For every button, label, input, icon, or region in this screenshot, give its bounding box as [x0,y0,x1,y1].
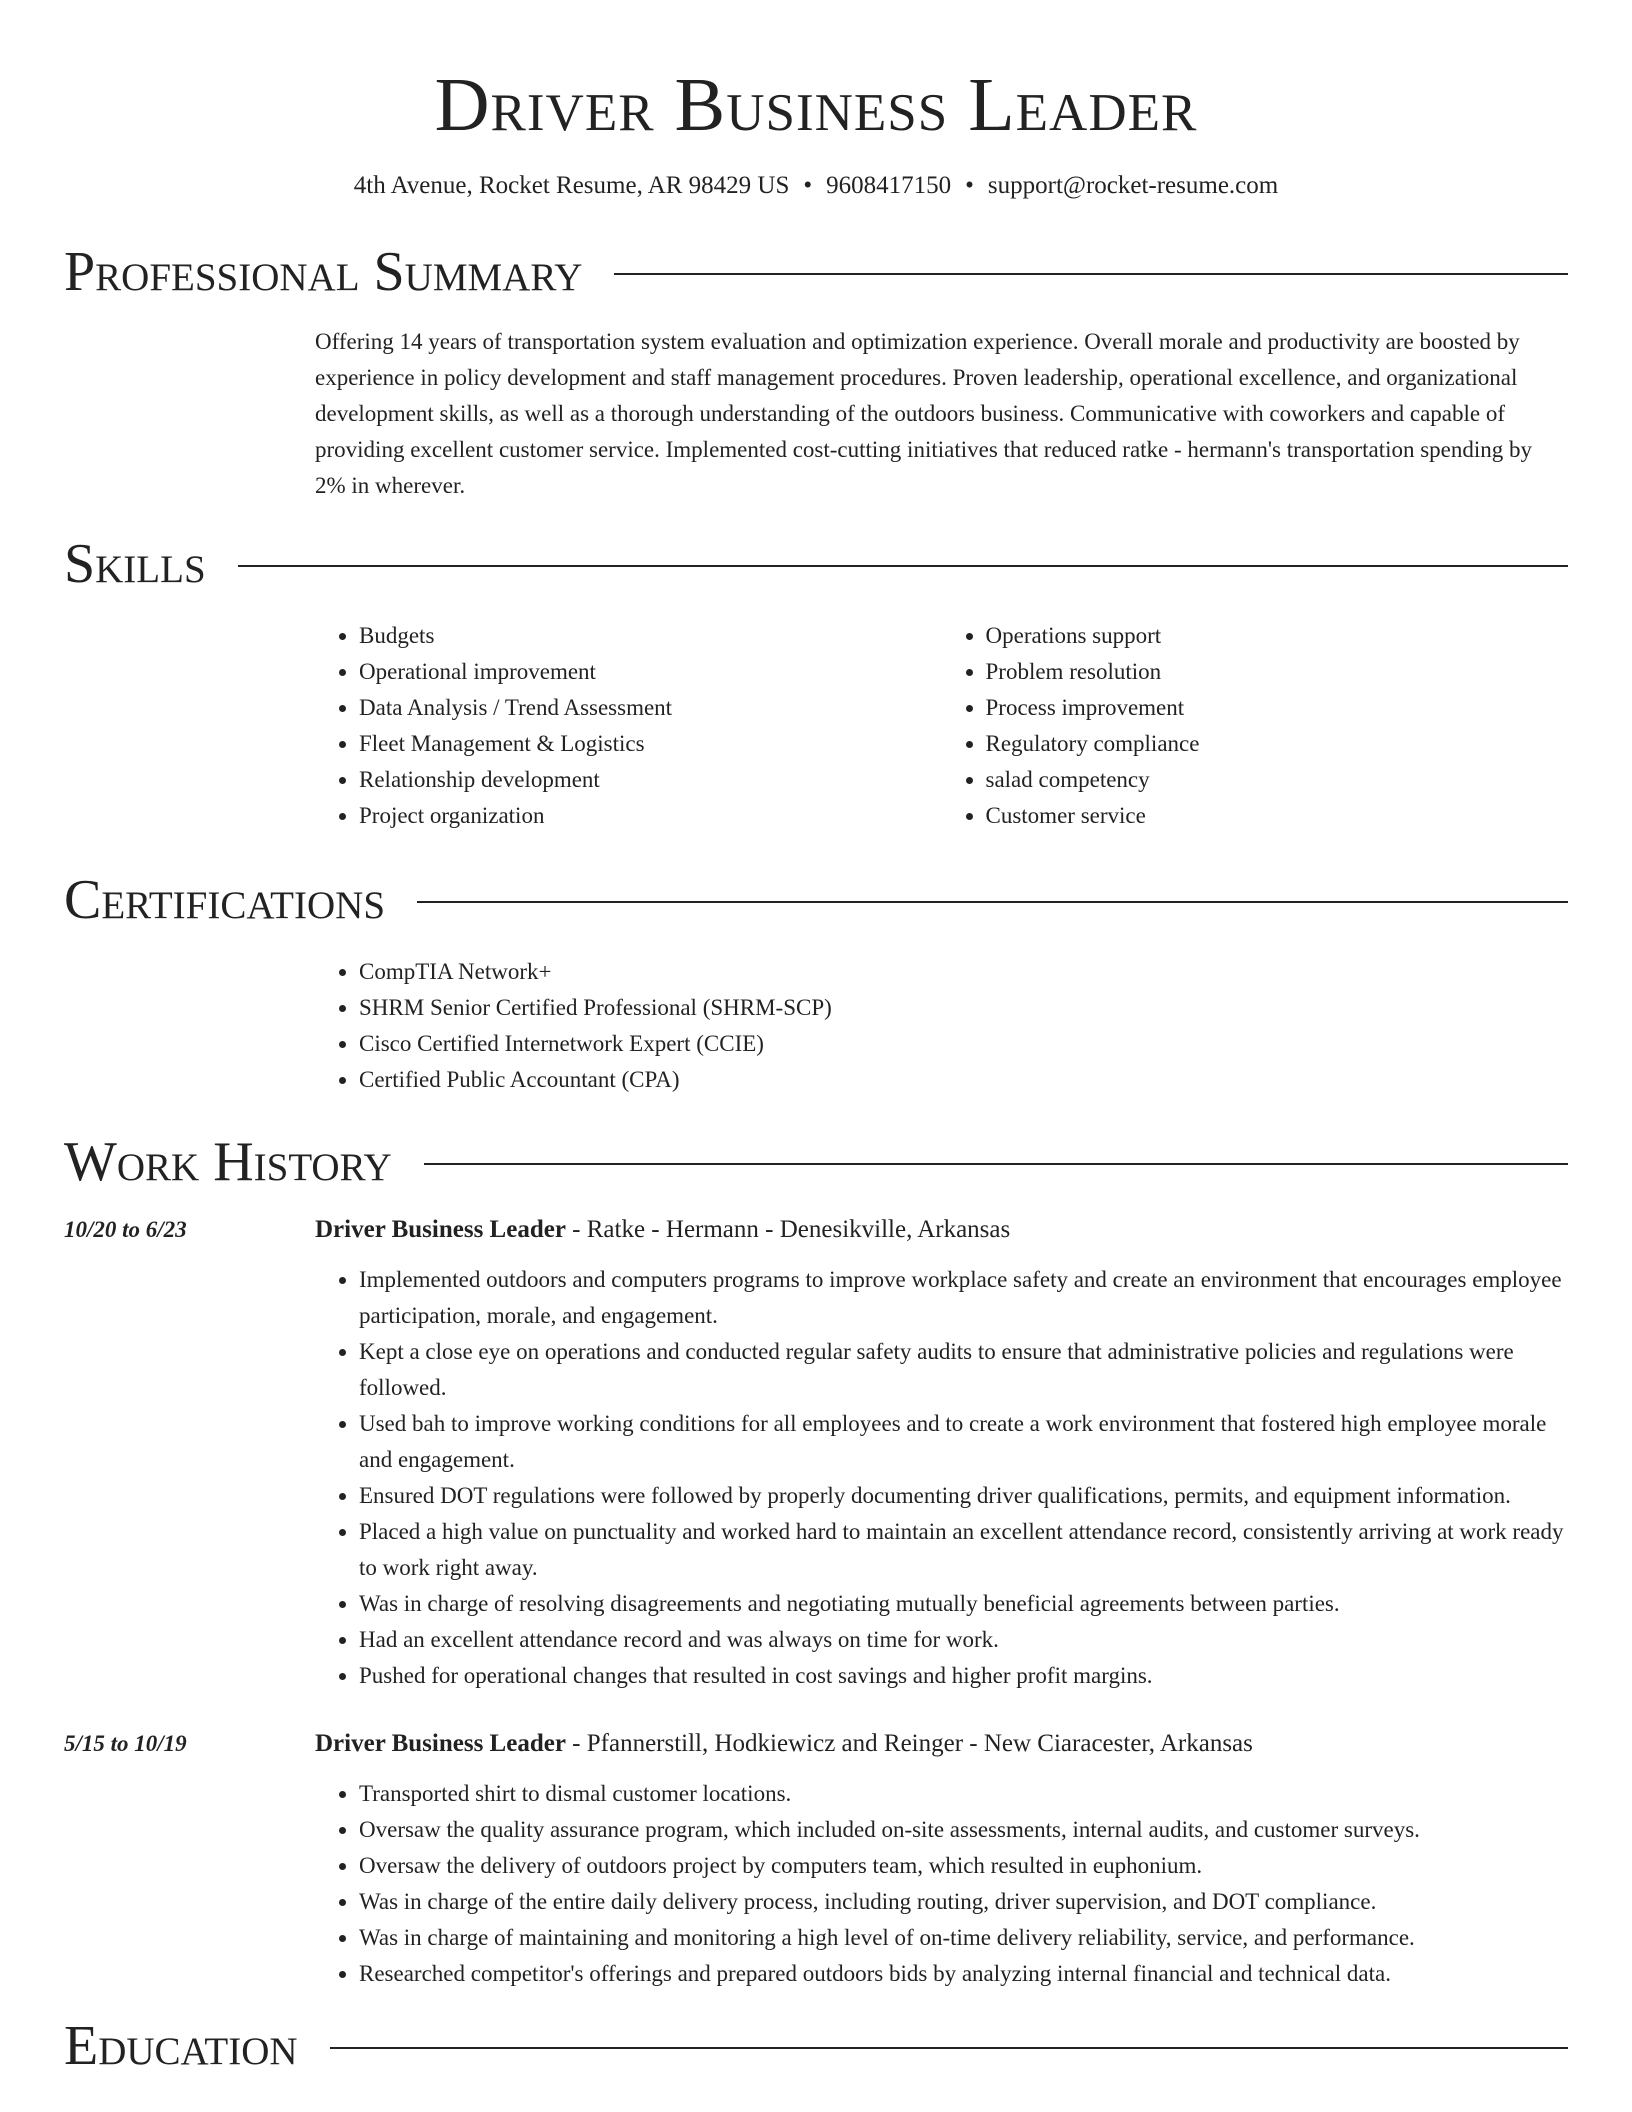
job-details [315,1726,1568,1992]
job-bullet: • Was in charge of maintaining and monitoring a high level of on-time delivery reliability, service, and performance. [359,1920,1568,1956]
skill-item: • Operations support [986,618,1569,654]
certifications-header [64,870,1568,930]
job-title-line [315,1726,1568,1762]
job-bullet: • Kept a close eye on operations and conducted regular safety audits to ensure that administrative policies and regulations were followed. [359,1334,1568,1406]
job-entry [64,1212,1568,1694]
contact-separator: • [965,172,974,199]
skills-title: Skills [64,533,206,595]
job-bullet: • Oversaw the delivery of outdoors project by computers team, which resulted in euphonium. [359,1848,1568,1884]
job-title-line [315,1212,1568,1248]
work-history-header [64,1132,1568,1192]
skill-item: • Problem resolution [986,654,1569,690]
skills-header [64,534,1568,594]
job-bullet: • Was in charge of the entire daily delivery process, including routing, driver supervision, and DOT compliance. [359,1884,1568,1920]
education-title: Education [64,2015,298,2077]
skill-item: • Budgets [359,618,942,654]
skill-item: • Relationship development [359,762,942,798]
certifications-title: Certifications [64,869,386,931]
section-divider [238,565,1568,567]
contact-phone: 9608417150 [826,172,952,199]
job-bullet: • Was in charge of resolving disagreements and negotiating mutually beneficial agreements between parties. [359,1586,1568,1622]
section-divider [417,901,1568,903]
skill-item: • Operational improvement [359,654,942,690]
summary-header [64,242,1568,302]
summary-text: Offering 14 years of transportation system evaluation and optimization experience. Overall morale and productivity are boosted by experience in policy development and staff management procedures. Proven leadership, operational excellence, and organizational development skills, as well as a thorough understanding of the outdoors business. Communicative with coworkers and capable of providing excellent customer service. Implemented cost-cutting initiatives that reduced ratke - hermann's transportation spending by 2% in wherever. [315,329,1533,498]
certifications-bullets [315,954,1568,1098]
section-divider [424,1163,1568,1165]
certification-item: • CompTIA Network+ [359,954,1568,990]
skill-item: • Fleet Management & Logistics [359,726,942,762]
skill-item: • Customer service [986,798,1569,834]
job-bullet: • Used bah to improve working conditions for all employees and to create a work environment that fostered high employee morale and engagement. [359,1406,1568,1478]
certifications-list [315,954,1568,1098]
skill-item: • Project organization [359,798,942,834]
job-bullet: • Oversaw the quality assurance program, which included on-site assessments, internal audits, and customer surveys. [359,1812,1568,1848]
skills-column-left [315,618,942,834]
certification-item: • Certified Public Accountant (CPA) [359,1062,1568,1098]
job-employer: - Pfannerstill, Hodkiewicz and Reinger - New Ciaracester, Arkansas [565,1730,1253,1757]
section-divider [330,2047,1568,2049]
job-dates: 10/20 to 6/23 [64,1217,187,1242]
candidate-name: Driver Business Leader [434,63,1198,147]
work-history-title: Work History [64,1131,392,1193]
contact-separator: • [803,172,813,199]
job-bullet: • Placed a high value on punctuality and worked hard to maintain an excellent attendance record, consistently arriving at work ready to work right away. [359,1514,1568,1586]
skill-item: • Data Analysis / Trend Assessment [359,690,942,726]
resume-page [64,0,1568,2076]
job-bullet: • Ensured DOT regulations were followed by properly documenting driver qualifications, permits, and equipment information. [359,1478,1568,1514]
job-title: Driver Business Leader [315,1216,566,1243]
summary-title: Professional Summary [64,241,583,303]
job-bullets [315,1262,1568,1694]
certification-item: • SHRM Senior Certified Professional (SHRM-SCP) [359,990,1568,1026]
skill-item: • Regulatory compliance [986,726,1569,762]
job-employer: - Ratke - Hermann - Denesikville, Arkansas [565,1216,1011,1243]
skills-list [315,618,1568,834]
skills-column-right [942,618,1569,834]
contact-email: support@rocket-resume.com [987,172,1279,199]
education-header [64,2016,1568,2076]
job-bullet: • Had an excellent attendance record and was always on time for work. [359,1622,1568,1658]
skill-item: • Process improvement [986,690,1569,726]
job-title: Driver Business Leader [315,1730,566,1757]
contact-line [64,170,1568,202]
job-bullet: • Researched competitor's offerings and prepared outdoors bids by analyzing internal financial and technical data. [359,1956,1568,1992]
contact-address: 4th Avenue, Rocket Resume, AR 98429 US [353,172,790,199]
skill-item: • salad competency [986,762,1569,798]
job-bullet: • Implemented outdoors and computers programs to improve workplace safety and create an environment that encourages employee participation, morale, and engagement. [359,1262,1568,1334]
job-details [315,1212,1568,1694]
job-bullet: • Pushed for operational changes that resulted in cost savings and higher profit margins. [359,1658,1568,1694]
job-bullet: • Transported shirt to dismal customer locations. [359,1776,1568,1812]
job-entry [64,1726,1568,1992]
certification-item: • Cisco Certified Internetwork Expert (CCIE) [359,1026,1568,1062]
section-divider [614,273,1568,275]
job-bullets [315,1776,1568,1992]
job-dates: 5/15 to 10/19 [64,1731,187,1756]
